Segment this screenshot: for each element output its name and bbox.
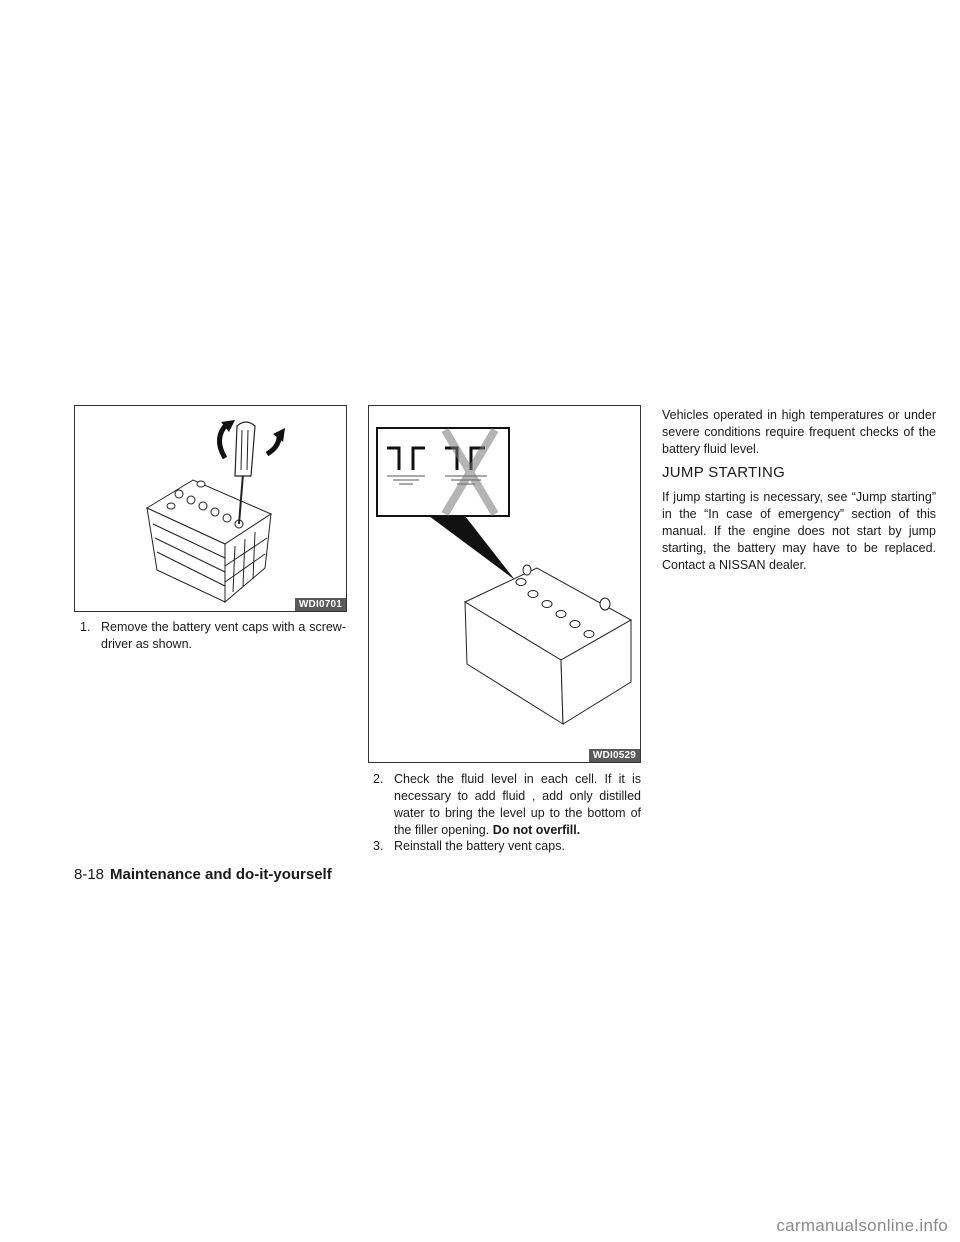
jump-starting-paragraph: If jump starting is necessary, see “Jump starting” in the “In case of emergency” section of this manual. If the engine does not start by jump starting, the battery may have to be replaced. Contact a NISSAN dealer. xyxy=(662,490,936,572)
fluid-check-paragraph: Vehicles operated in high temperatures or under severe conditions require frequent checks of the battery fluid level. xyxy=(662,408,936,456)
figure-remove-vent-caps xyxy=(74,405,347,612)
step-1 xyxy=(80,619,346,653)
page-footer xyxy=(74,866,332,883)
page-number: 8-18 xyxy=(74,866,105,883)
step-text: Remove the battery vent caps with a screw-driver as shown. xyxy=(101,620,346,651)
step-number: 2. xyxy=(373,772,384,786)
figure-code: WDI0701 xyxy=(295,598,346,611)
step-3 xyxy=(373,838,641,855)
battery-screwdriver-illustration xyxy=(75,406,346,611)
step-number: 3. xyxy=(373,839,384,853)
step-text-body: Check the fluid level in each cell. If it is necessary to add fluid , add only distilled water to bring the level up to the bottom of the filler opening. xyxy=(394,772,641,837)
step-text: Reinstall the battery vent caps. xyxy=(394,839,565,853)
step-number: 1. xyxy=(80,620,91,634)
watermark: carmanualsonline.info xyxy=(776,1216,948,1235)
fluid-level-illustration xyxy=(369,406,640,762)
step-warning: Do not overfill. xyxy=(492,823,581,837)
section-heading: JUMP STARTING xyxy=(662,464,786,481)
figure-code: WDI0529 xyxy=(589,749,640,762)
section-title: Maintenance and do-it-yourself xyxy=(110,866,332,883)
step-text xyxy=(373,771,641,839)
figure-fluid-level xyxy=(368,405,641,763)
step-2 xyxy=(373,771,641,839)
